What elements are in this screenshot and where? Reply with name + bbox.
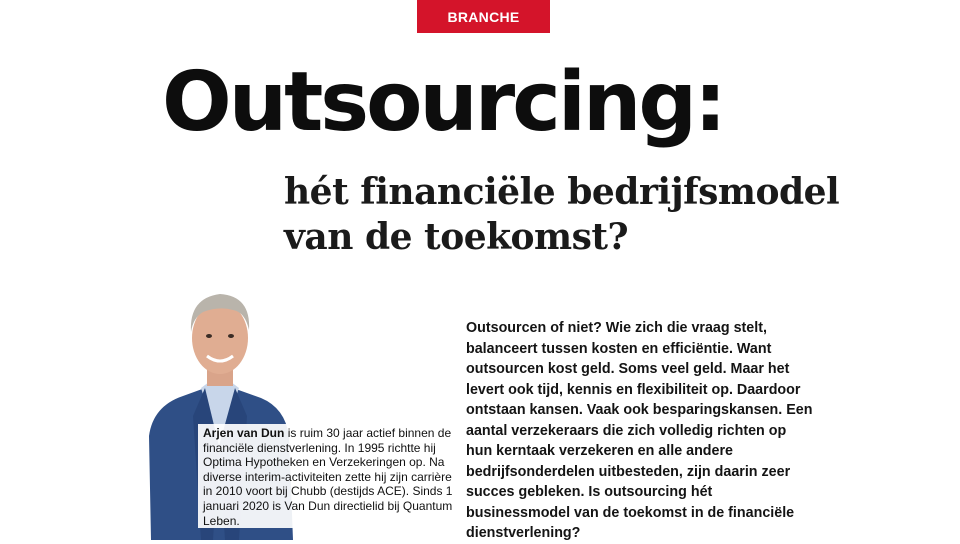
subtitle-line-2: van de toekomst? [284, 216, 629, 258]
author-bio [198, 424, 457, 528]
article-intro: Outsourcen of niet? Wie zich die vraag stelt, balanceert tussen kosten en efficiëntie. Want outsourcen kost geld. Soms veel geld. Maar het levert ook tijd, kennis en flexibiliteit op. Daardoor ontstaan kansen. Vaak ook besparingskansen. Een aantal verzekeraars die zich volledig richten op hun kerntaak verzekeren en alle andere bedrijfsonderdelen uitbesteden, zijn daarin zeer succes gebleken. Is outsourcing hét businessmodel van de toekomst in de financiële dienstverlening? [466, 320, 813, 541]
article-title: Outsourcing: [162, 55, 724, 150]
subtitle-line-1: hét financiële bedrijfsmodel [284, 171, 840, 213]
author-name: Arjen van Dun [203, 426, 285, 440]
author-bio-text: is ruim 30 jaar actief binnen de financiële dienstverlening. In 1995 richtte hij Optima Hypotheken en Verzekeringen op. Na diverse interim-activiteiten zette hij zijn carrière in 2010 voort bij Chubb (destijds ACE). Sinds 1 januari 2020 is Van Dun directielid bij Quantum Leben. [203, 426, 453, 528]
article-subtitle [284, 170, 839, 260]
section-tag: BRANCHE [417, 0, 550, 33]
